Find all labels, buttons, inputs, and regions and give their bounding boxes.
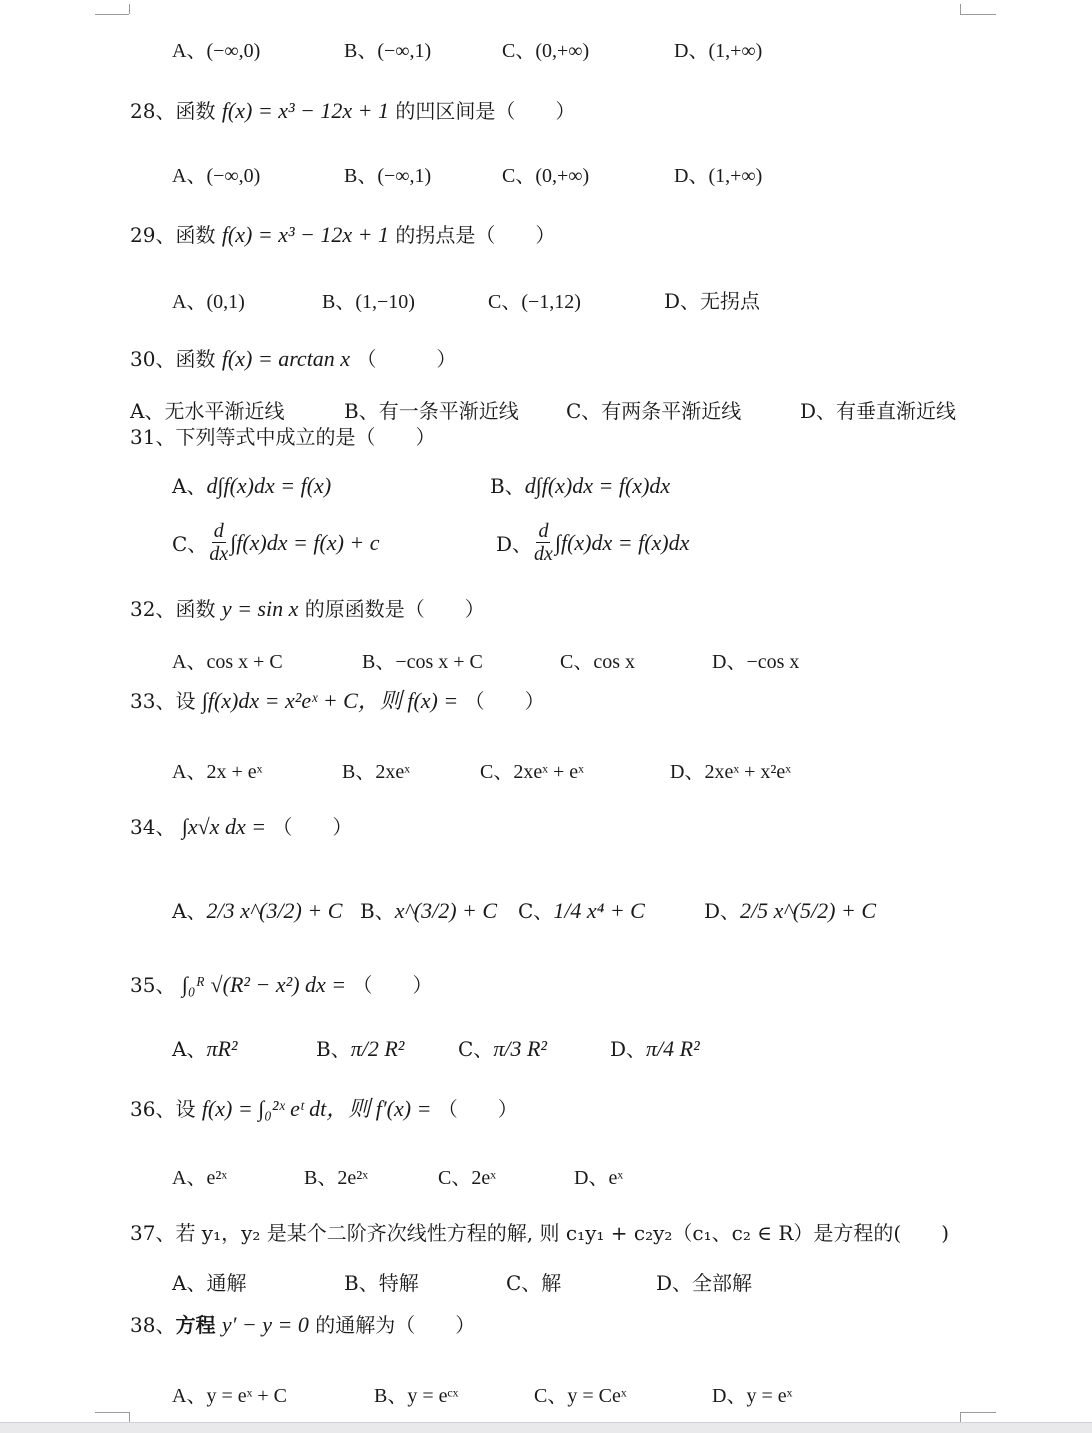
q38-option-d: D、y = eˣ bbox=[712, 1385, 793, 1407]
q30-option-d: D、有垂直渐近线 bbox=[800, 399, 957, 423]
crop-mark-top-left-v bbox=[129, 4, 130, 14]
q35-prefix: 35、 bbox=[130, 973, 176, 997]
q38-suffix: 的通解为（ ） bbox=[315, 1313, 476, 1337]
q36-stem bbox=[130, 1097, 518, 1121]
q35-suffix: （ ） bbox=[352, 973, 433, 997]
q29-function: f(x) = x³ − 12x + 1 bbox=[221, 222, 390, 247]
q37-option-d: D、全部解 bbox=[656, 1271, 753, 1295]
q31-a-label: A、 bbox=[172, 474, 207, 498]
crop-mark-top-right-v bbox=[960, 4, 961, 14]
q35-c-label: C、 bbox=[458, 1037, 494, 1061]
q30-option-b: B、有一条平渐近线 bbox=[344, 399, 519, 423]
q34-suffix: （ ） bbox=[272, 815, 353, 839]
q29-option-a: A、(0,1) bbox=[172, 291, 245, 313]
q36-prefix: 36、设 bbox=[130, 1097, 196, 1121]
q33-suffix: （ ） bbox=[464, 689, 545, 713]
q33-prefix: 33、设 bbox=[130, 689, 196, 713]
q31-option-a bbox=[172, 470, 331, 499]
q34-a-label: A、 bbox=[172, 899, 207, 923]
q29-option-b: B、(1,−10) bbox=[322, 291, 415, 313]
q34-a-expression: 2/3 x^(3/2) + C bbox=[206, 898, 343, 923]
q27-option-d: D、(1,+∞) bbox=[674, 40, 763, 62]
q34-b-label: B、 bbox=[360, 899, 395, 923]
q32-option-c: C、cos x bbox=[560, 651, 635, 673]
q34-expression: ∫x√x dx = bbox=[181, 814, 267, 839]
q31-stem: 31、下列等式中成立的是（ ） bbox=[130, 425, 436, 449]
q38-option-b: B、y = eᶜˣ bbox=[374, 1385, 459, 1407]
q29-suffix: 的拐点是（ ） bbox=[395, 223, 556, 247]
q34-c-label: C、 bbox=[518, 899, 554, 923]
q31-b-label: B、 bbox=[490, 474, 525, 498]
q38-option-a: A、y = eˣ + C bbox=[172, 1385, 287, 1407]
crop-mark-top-left bbox=[95, 14, 129, 15]
q37-option-c: C、解 bbox=[506, 1271, 562, 1295]
q34-option-b bbox=[360, 895, 497, 924]
frac-numerator: d bbox=[538, 520, 549, 542]
q34-option-d bbox=[704, 895, 876, 924]
q31-option-c bbox=[172, 520, 380, 565]
q35-c-expression: π/3 R² bbox=[493, 1036, 547, 1061]
q35-b-expression: π/2 R² bbox=[350, 1036, 405, 1061]
q30-option-c: C、有两条平渐近线 bbox=[566, 399, 742, 423]
q31-option-b bbox=[490, 470, 670, 499]
q35-option-a bbox=[172, 1033, 238, 1062]
q35-stem bbox=[130, 973, 433, 997]
q34-b-expression: x^(3/2) + C bbox=[394, 898, 498, 923]
frac-denominator: dx bbox=[534, 543, 553, 565]
q32-prefix: 32、函数 bbox=[130, 597, 216, 621]
q37-option-a: A、通解 bbox=[172, 1271, 247, 1295]
q31-option-d bbox=[496, 520, 689, 565]
q35-a-expression: πR² bbox=[206, 1036, 238, 1061]
q32-option-a: A、cos x + C bbox=[172, 651, 283, 673]
q31-c-derivative bbox=[209, 520, 228, 565]
q28-prefix: 28、函数 bbox=[130, 99, 216, 123]
frac-numerator: d bbox=[213, 520, 224, 542]
q31-a-expression: d∫f(x)dx = f(x) bbox=[206, 473, 332, 498]
q33-option-b: B、2xeˣ bbox=[342, 761, 410, 783]
q35-option-d bbox=[610, 1033, 700, 1062]
q29-prefix: 29、函数 bbox=[130, 223, 216, 247]
crop-mark-top-right bbox=[960, 14, 996, 15]
q29-option-d: D、无拐点 bbox=[664, 289, 761, 313]
q34-c-expression: 1/4 x⁴ + C bbox=[553, 898, 645, 923]
q32-stem bbox=[130, 597, 485, 621]
q33-option-d: D、2xeˣ + x²eˣ bbox=[670, 761, 792, 783]
q31-d-derivative bbox=[534, 520, 553, 565]
q28-option-a: A、(−∞,0) bbox=[172, 165, 261, 187]
q30-stem bbox=[130, 347, 456, 371]
q34-d-expression: 2/5 x^(5/2) + C bbox=[740, 898, 876, 923]
q33-expression: ∫f(x)dx = x²eˣ + C，则 f(x) = bbox=[201, 688, 459, 713]
q28-stem bbox=[130, 99, 575, 123]
q35-b-label: B、 bbox=[316, 1037, 351, 1061]
q28-option-c: C、(0,+∞) bbox=[502, 165, 590, 187]
q30-function: f(x) = arctan x bbox=[221, 346, 351, 371]
q34-option-c bbox=[518, 895, 645, 924]
crop-mark-bottom-left bbox=[95, 1412, 129, 1413]
q27-option-a: A、(−∞,0) bbox=[172, 40, 261, 62]
q37-stem: 37、若 y₁，y₂ 是某个二阶齐次线性方程的解, 则 c₁y₁ + c₂y₂（c₁、c₂ ∈ R）是方程的( ) bbox=[130, 1221, 950, 1245]
q31-c-label: C、 bbox=[172, 532, 208, 556]
q32-option-b: B、−cos x + C bbox=[362, 651, 483, 673]
q32-function: y = sin x bbox=[221, 596, 299, 621]
q36-option-c: C、2eˣ bbox=[438, 1167, 496, 1189]
q35-expression: ∫₀ᴿ √(R² − x²) dx = bbox=[181, 972, 347, 997]
q27-option-c: C、(0,+∞) bbox=[502, 40, 590, 62]
q30-prefix: 30、函数 bbox=[130, 347, 216, 371]
page-gap-bar bbox=[0, 1422, 1092, 1433]
q38-prefix: 38、 bbox=[130, 1313, 176, 1337]
q34-option-a bbox=[172, 895, 342, 924]
crop-mark-bottom-right-v bbox=[960, 1412, 961, 1422]
q38-stem bbox=[130, 1313, 475, 1337]
q36-option-d: D、eˣ bbox=[574, 1167, 624, 1189]
q36-suffix: （ ） bbox=[437, 1097, 518, 1121]
q28-option-b: B、(−∞,1) bbox=[344, 165, 432, 187]
q35-a-label: A、 bbox=[172, 1037, 207, 1061]
q29-option-c: C、(−1,12) bbox=[488, 291, 581, 313]
q36-option-a: A、e²ˣ bbox=[172, 1167, 228, 1189]
frac-denominator: dx bbox=[209, 543, 229, 565]
q38-bold-label: 方程 bbox=[175, 1313, 216, 1337]
q33-stem bbox=[130, 689, 545, 713]
q31-c-expression: ∫f(x)dx = f(x) + c bbox=[230, 529, 380, 555]
q31-d-expression: ∫f(x)dx = f(x)dx bbox=[554, 529, 690, 555]
crop-mark-bottom-right bbox=[960, 1412, 996, 1413]
q38-option-c: C、y = Ceˣ bbox=[534, 1385, 627, 1407]
q32-suffix: 的原函数是（ ） bbox=[304, 597, 485, 621]
q34-stem bbox=[130, 815, 352, 839]
q28-option-d: D、(1,+∞) bbox=[674, 165, 763, 187]
q34-prefix: 34、 bbox=[130, 815, 176, 839]
q33-option-a: A、2x + eˣ bbox=[172, 761, 263, 783]
q34-d-label: D、 bbox=[704, 899, 741, 923]
q28-function: f(x) = x³ − 12x + 1 bbox=[221, 98, 390, 123]
q37-option-b: B、特解 bbox=[344, 1271, 419, 1295]
q38-expression: y′ − y = 0 bbox=[221, 1312, 309, 1337]
q35-option-b bbox=[316, 1033, 404, 1062]
q35-option-c bbox=[458, 1033, 547, 1062]
q36-expression: f(x) = ∫₀²ˣ eᵗ dt，则 f′(x) = bbox=[201, 1096, 432, 1121]
q30-option-a: A、无水平渐近线 bbox=[130, 399, 285, 423]
q31-d-label: D、 bbox=[496, 532, 533, 556]
q31-b-expression: d∫f(x)dx = f(x)dx bbox=[524, 473, 671, 498]
q35-d-expression: π/4 R² bbox=[646, 1036, 700, 1061]
crop-mark-bottom-left-v bbox=[129, 1412, 130, 1422]
q36-option-b: B、2e²ˣ bbox=[304, 1167, 368, 1189]
q27-option-b: B、(−∞,1) bbox=[344, 40, 432, 62]
q29-stem bbox=[130, 223, 555, 247]
q33-option-c: C、2xeˣ + eˣ bbox=[480, 761, 584, 783]
q28-suffix: 的凹区间是（ ） bbox=[395, 99, 576, 123]
q30-suffix: （ ） bbox=[356, 347, 457, 371]
q32-option-d: D、−cos x bbox=[712, 651, 800, 673]
q35-d-label: D、 bbox=[610, 1037, 647, 1061]
